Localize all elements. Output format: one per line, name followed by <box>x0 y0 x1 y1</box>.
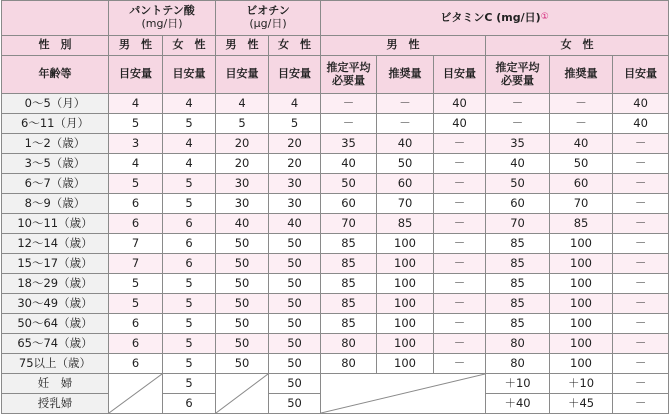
value-cell-pf: 6 <box>163 234 216 254</box>
value-cell-pm: 4 <box>109 154 163 174</box>
table-row <box>2 274 669 294</box>
value-cell-cf-rda: ＋10 <box>550 374 613 394</box>
value-cell-cm-ear: 60 <box>321 194 377 214</box>
value-cell-cf-rda: 100 <box>550 314 613 334</box>
table-row <box>2 334 669 354</box>
value-cell-cf-ear: 35 <box>486 134 550 154</box>
table-row <box>2 134 669 154</box>
pantothenic-male: 男 性 <box>109 36 163 56</box>
value-cell-cf-ear: ＋10 <box>486 374 550 394</box>
value-cell-cm-rda: 100 <box>377 234 434 254</box>
age-group-label: 授乳婦 <box>2 394 109 414</box>
value-cell-cm-ear: 85 <box>321 234 377 254</box>
table-row <box>2 154 669 174</box>
value-cell-cm-ai: － <box>434 154 486 174</box>
value-cell-pm: 7 <box>109 234 163 254</box>
vitaminc-female-ai: 目安量 <box>613 56 669 94</box>
age-group-label: 15～17（歳） <box>2 254 109 274</box>
pantothenic-female-ai: 目安量 <box>163 56 216 94</box>
value-cell-cm-ear: － <box>321 94 377 114</box>
age-group-label: 8～9（歳） <box>2 194 109 214</box>
value-cell-cf-ai: － <box>613 234 669 254</box>
value-cell-cf-ai: － <box>613 254 669 274</box>
value-cell-pm: 3 <box>109 134 163 154</box>
nutrient-reference-table <box>1 0 669 414</box>
value-cell-cf-ai: － <box>613 174 669 194</box>
value-cell-cm-ai: － <box>434 174 486 194</box>
value-cell-cm-rda: 40 <box>377 134 434 154</box>
value-cell-cf-ear: 50 <box>486 174 550 194</box>
value-cell-cm-ai: － <box>434 274 486 294</box>
value-cell-cf-ear: － <box>486 94 550 114</box>
value-cell-cm-ai: － <box>434 254 486 274</box>
value-cell-cf-ai: － <box>613 194 669 214</box>
biotin-female: 女 性 <box>269 36 321 56</box>
value-cell-pf: 5 <box>163 334 216 354</box>
value-cell-cf-ai: 40 <box>613 114 669 134</box>
pantothenic-female: 女 性 <box>163 36 216 56</box>
value-cell-cm-ai: － <box>434 194 486 214</box>
table-row <box>2 94 669 114</box>
vitaminc-female-ear: 推定平均 必要量 <box>486 56 550 94</box>
value-cell-pm: 7 <box>109 254 163 274</box>
value-cell-cf-ai: － <box>613 334 669 354</box>
value-cell-bf: 50 <box>269 394 321 414</box>
value-cell-bm: 50 <box>216 234 269 254</box>
biotin-name: ビオチン <box>246 4 290 18</box>
age-group-label: 18～29（歳） <box>2 274 109 294</box>
value-cell-cm-ai: － <box>434 334 486 354</box>
value-cell-cm-ai: 40 <box>434 114 486 134</box>
value-cell-cf-rda: 100 <box>550 354 613 374</box>
value-cell-cm-rda: 100 <box>377 314 434 334</box>
age-group-label: 65～74（歳） <box>2 334 109 354</box>
value-cell-bf: 50 <box>269 354 321 374</box>
value-cell-pf: 5 <box>163 114 216 134</box>
value-cell-cf-ai: － <box>613 274 669 294</box>
value-cell-bm: 30 <box>216 194 269 214</box>
value-cell-cf-ai: － <box>613 154 669 174</box>
vitaminc-name: ビタミンC (mg/日) <box>440 10 541 24</box>
value-cell-bf: 20 <box>269 134 321 154</box>
value-cell-pf: 5 <box>163 354 216 374</box>
pantothenic-header <box>109 1 216 36</box>
value-cell-cf-rda: 100 <box>550 294 613 314</box>
age-group-label: 6～7（歳） <box>2 174 109 194</box>
vitaminc-header <box>321 1 669 36</box>
value-cell-pf: 4 <box>163 154 216 174</box>
value-cell-cm-ear: 80 <box>321 354 377 374</box>
not-applicable-cell <box>321 374 486 414</box>
value-cell-cf-ai: － <box>613 374 669 394</box>
sex-label: 性 別 <box>2 36 109 56</box>
value-cell-bf: 40 <box>269 214 321 234</box>
value-cell-cm-ai: － <box>434 134 486 154</box>
table-row <box>2 174 669 194</box>
value-cell-cf-ai: － <box>613 214 669 234</box>
table-row <box>2 194 669 214</box>
value-cell-pm: 5 <box>109 274 163 294</box>
value-cell-cf-ear: 85 <box>486 314 550 334</box>
value-cell-cf-rda: 60 <box>550 174 613 194</box>
value-cell-bf: 50 <box>269 314 321 334</box>
value-cell-pf: 5 <box>163 274 216 294</box>
table-row <box>2 254 669 274</box>
value-cell-cm-rda: 100 <box>377 254 434 274</box>
value-cell-pf: 4 <box>163 134 216 154</box>
value-cell-cf-rda: 50 <box>550 154 613 174</box>
value-cell-cm-ear: 80 <box>321 334 377 354</box>
value-cell-cf-ear: 85 <box>486 274 550 294</box>
value-cell-pf: 6 <box>163 394 216 414</box>
value-cell-cm-ai: － <box>434 234 486 254</box>
value-cell-bm: 4 <box>216 94 269 114</box>
age-group-label: 妊 婦 <box>2 374 109 394</box>
table-row <box>2 234 669 254</box>
value-cell-cm-rda: 60 <box>377 174 434 194</box>
value-cell-pm: 5 <box>109 294 163 314</box>
value-cell-bm: 50 <box>216 314 269 334</box>
value-cell-cf-ear: ＋40 <box>486 394 550 414</box>
value-cell-bf: 50 <box>269 294 321 314</box>
value-cell-cf-ear: 80 <box>486 354 550 374</box>
value-cell-bf: 30 <box>269 194 321 214</box>
value-cell-pf: 5 <box>163 294 216 314</box>
value-cell-pm: 5 <box>109 174 163 194</box>
table-row <box>2 374 669 394</box>
value-cell-cm-ai: 40 <box>434 94 486 114</box>
vitaminc-male: 男 性 <box>321 36 486 56</box>
value-cell-bf: 50 <box>269 254 321 274</box>
value-cell-cm-rda: 100 <box>377 294 434 314</box>
age-label: 年齢等 <box>2 56 109 94</box>
table-row <box>2 294 669 314</box>
value-cell-cm-rda: 100 <box>377 354 434 374</box>
value-cell-cf-ear: 70 <box>486 214 550 234</box>
value-cell-cf-rda: 100 <box>550 334 613 354</box>
value-cell-pm: 4 <box>109 94 163 114</box>
value-cell-cf-rda: 85 <box>550 214 613 234</box>
value-cell-cf-ear: 40 <box>486 154 550 174</box>
corner-cell <box>2 1 109 36</box>
value-cell-pm: 6 <box>109 354 163 374</box>
value-cell-bm: 20 <box>216 134 269 154</box>
value-cell-cf-ear: 85 <box>486 294 550 314</box>
value-cell-cf-rda: 100 <box>550 274 613 294</box>
value-cell-cm-rda: 85 <box>377 214 434 234</box>
value-cell-pm: 6 <box>109 334 163 354</box>
value-cell-pf: 4 <box>163 94 216 114</box>
vitaminc-note-marker: ① <box>540 11 549 22</box>
value-cell-cf-rda: － <box>550 94 613 114</box>
value-cell-cm-ear: 50 <box>321 174 377 194</box>
value-cell-cf-ear: － <box>486 114 550 134</box>
value-cell-cf-rda: 100 <box>550 254 613 274</box>
biotin-unit: (μg/日) <box>249 17 287 30</box>
value-cell-cf-rda: ＋45 <box>550 394 613 414</box>
value-cell-cm-ear: － <box>321 114 377 134</box>
vitaminc-male-rda: 推奨量 <box>377 56 434 94</box>
value-cell-bm: 20 <box>216 154 269 174</box>
value-cell-cf-rda: 100 <box>550 234 613 254</box>
value-cell-bm: 5 <box>216 114 269 134</box>
value-cell-pm: 6 <box>109 214 163 234</box>
value-cell-bf: 5 <box>269 114 321 134</box>
pantothenic-name: パントテン酸 <box>129 4 195 18</box>
vitaminc-female-rda: 推奨量 <box>550 56 613 94</box>
value-cell-bf: 50 <box>269 374 321 394</box>
value-cell-bm: 50 <box>216 274 269 294</box>
value-cell-pm: 6 <box>109 194 163 214</box>
table-row <box>2 354 669 374</box>
value-cell-cm-ear: 85 <box>321 254 377 274</box>
value-cell-cf-ai: 40 <box>613 94 669 114</box>
value-cell-bm: 50 <box>216 354 269 374</box>
pantothenic-unit: (mg/日) <box>141 17 183 30</box>
age-group-label: 50～64（歳） <box>2 314 109 334</box>
value-cell-cm-ear: 35 <box>321 134 377 154</box>
value-cell-pf: 5 <box>163 374 216 394</box>
value-cell-cm-ai: － <box>434 314 486 334</box>
age-group-label: 1～2（歳） <box>2 134 109 154</box>
value-cell-pf: 6 <box>163 254 216 274</box>
biotin-header <box>216 1 321 36</box>
value-cell-bf: 30 <box>269 174 321 194</box>
vitaminc-female: 女 性 <box>486 36 669 56</box>
value-cell-cm-ai: － <box>434 354 486 374</box>
value-cell-pf: 6 <box>163 214 216 234</box>
table-row <box>2 214 669 234</box>
biotin-female-ai: 目安量 <box>269 56 321 94</box>
value-cell-cf-rda: － <box>550 114 613 134</box>
value-cell-cm-ear: 85 <box>321 274 377 294</box>
pantothenic-male-ai: 目安量 <box>109 56 163 94</box>
value-cell-cf-rda: 40 <box>550 134 613 154</box>
value-cell-cf-ai: － <box>613 354 669 374</box>
value-cell-cf-ear: 85 <box>486 234 550 254</box>
value-cell-bf: 50 <box>269 274 321 294</box>
value-cell-cm-rda: － <box>377 94 434 114</box>
value-cell-cf-ear: 80 <box>486 334 550 354</box>
value-cell-cm-rda: 100 <box>377 334 434 354</box>
value-cell-cf-ear: 60 <box>486 194 550 214</box>
value-cell-bm: 30 <box>216 174 269 194</box>
value-cell-cf-ear: 85 <box>486 254 550 274</box>
value-cell-bm: 50 <box>216 334 269 354</box>
value-cell-pf: 5 <box>163 194 216 214</box>
value-cell-pm: 5 <box>109 114 163 134</box>
biotin-male: 男 性 <box>216 36 269 56</box>
value-cell-bf: 4 <box>269 94 321 114</box>
value-cell-cm-rda: 50 <box>377 154 434 174</box>
value-cell-cf-ai: － <box>613 134 669 154</box>
value-cell-bf: 20 <box>269 154 321 174</box>
not-applicable-cell <box>216 374 269 414</box>
value-cell-pf: 5 <box>163 174 216 194</box>
age-group-label: 6～11（月） <box>2 114 109 134</box>
age-group-label: 12～14（歳） <box>2 234 109 254</box>
value-cell-cm-ai: － <box>434 214 486 234</box>
value-cell-bm: 50 <box>216 254 269 274</box>
value-cell-cf-ai: － <box>613 314 669 334</box>
value-cell-bf: 50 <box>269 334 321 354</box>
value-cell-cf-ai: － <box>613 394 669 414</box>
value-cell-cm-ear: 40 <box>321 154 377 174</box>
value-cell-bm: 40 <box>216 214 269 234</box>
value-cell-cm-ear: 85 <box>321 314 377 334</box>
value-cell-cf-rda: 70 <box>550 194 613 214</box>
value-cell-cm-rda: 70 <box>377 194 434 214</box>
value-cell-bm: 50 <box>216 294 269 314</box>
value-cell-cm-ai: － <box>434 294 486 314</box>
age-group-label: 10～11（歳） <box>2 214 109 234</box>
value-cell-cm-ear: 85 <box>321 294 377 314</box>
value-cell-cf-ai: － <box>613 294 669 314</box>
age-group-label: 75以上（歳） <box>2 354 109 374</box>
not-applicable-cell <box>109 374 163 414</box>
value-cell-cm-rda: 100 <box>377 274 434 294</box>
biotin-male-ai: 目安量 <box>216 56 269 94</box>
age-group-label: 0～5（月） <box>2 94 109 114</box>
table-row <box>2 114 669 134</box>
age-group-label: 3～5（歳） <box>2 154 109 174</box>
vitaminc-male-ear: 推定平均 必要量 <box>321 56 377 94</box>
value-cell-pm: 6 <box>109 314 163 334</box>
value-cell-cm-rda: － <box>377 114 434 134</box>
value-cell-bf: 50 <box>269 234 321 254</box>
table-row <box>2 314 669 334</box>
age-group-label: 30～49（歳） <box>2 294 109 314</box>
vitaminc-male-ai: 目安量 <box>434 56 486 94</box>
value-cell-pf: 5 <box>163 314 216 334</box>
value-cell-cm-ear: 70 <box>321 214 377 234</box>
